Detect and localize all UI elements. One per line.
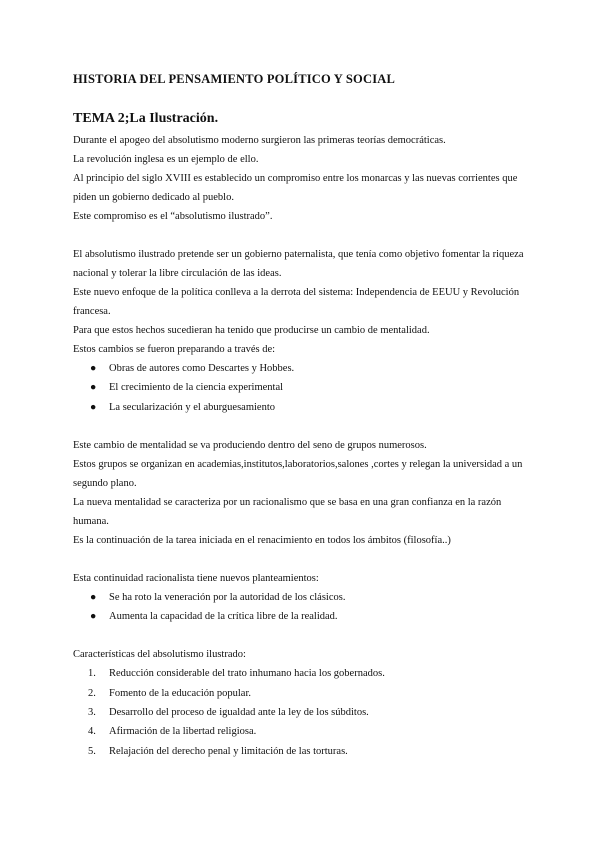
bullet-list <box>73 359 533 417</box>
paragraph: Estos grupos se organizan en academias,institutos,laboratorios,salones ,cortes y relegan la universidad a un segundo plano. <box>73 458 523 489</box>
paragraph: Es la continuación de la tarea iniciada en el renacimiento en todos los ámbitos (filosofía..) <box>73 534 451 546</box>
list-item-text: Afirmación de la libertad religiosa. <box>109 726 257 738</box>
paragraph: Este compromiso es el “absolutismo ilustrado”. <box>73 211 273 222</box>
document-content <box>73 69 533 761</box>
list-item <box>73 398 533 417</box>
list-number: 2. <box>88 687 96 699</box>
spacer <box>73 417 533 436</box>
list-item-text: Relajación del derecho penal y limitación de las torturas. <box>109 745 348 757</box>
list-item-text: El crecimiento de la ciencia experimental <box>109 382 284 394</box>
paragraph: Durante el apogeo del absolutismo moderno surgieron las primeras teorías democráticas. <box>73 135 446 146</box>
bullet-icon: ● <box>90 382 97 394</box>
list-item-text: La secularización y el aburguesamiento <box>109 401 275 413</box>
bullet-list <box>73 588 533 627</box>
bullet-icon: ● <box>90 401 97 413</box>
list-number: 4. <box>88 726 96 738</box>
spacer <box>73 226 533 245</box>
list-number: 5. <box>88 745 96 757</box>
list-item <box>73 607 533 626</box>
list-item-text: Reducción considerable del trato inhumano hacia los gobernados. <box>109 668 385 680</box>
paragraph: Esta continuidad racionalista tiene nuevos planteamientos: <box>73 572 319 584</box>
paragraph: Estos cambios se fueron preparando a través de: <box>73 344 276 355</box>
list-item <box>73 703 533 722</box>
paragraph: Este cambio de mentalidad se va produciendo dentro del seno de grupos numerosos. <box>73 439 427 451</box>
list-item <box>73 684 533 703</box>
paragraph: Al principio del siglo XVIII es establecido un compromiso entre los monarcas y las nuevas corrientes que piden un gobierno dedicado al pueblo. <box>73 173 518 203</box>
paragraph: Para que estos hechos sucedieran ha tenido que producirse un cambio de mentalidad. <box>73 325 430 336</box>
paragraph: El absolutismo ilustrado pretende ser un gobierno paternalista, que tenía como objetivo fomentar la riqueza nacional y tolerar la libre circulación de las ideas. <box>73 249 524 279</box>
paragraph: Este nuevo enfoque de la política conlleva a la derrota del sistema: Independencia de EEUU y Revolución francesa. <box>73 287 520 317</box>
list-number: 1. <box>88 668 96 680</box>
bullet-icon: ● <box>90 591 97 603</box>
list-item-text: Aumenta la capacidad de la crítica libre de la realidad. <box>109 611 338 623</box>
list-item <box>73 588 533 607</box>
list-item-text: Se ha roto la veneración por la autoridad de los clásicos. <box>109 591 346 603</box>
numbered-list <box>73 664 533 760</box>
bullet-icon: ● <box>90 611 97 623</box>
section-title: TEMA 2;La Ilustración. <box>73 111 219 126</box>
list-item <box>73 664 533 683</box>
list-number: 3. <box>88 707 96 719</box>
paragraph: La revolución inglesa es un ejemplo de ello. <box>73 154 259 165</box>
list-item <box>73 742 533 761</box>
paragraph: La nueva mentalidad se caracteriza por un racionalismo que se basa en una gran confianza en la razón humana. <box>73 496 502 527</box>
paragraph: Características del absolutismo ilustrado: <box>73 649 246 661</box>
list-item-text: Obras de autores como Descartes y Hobbes. <box>109 363 295 374</box>
document-title: HISTORIA DEL PENSAMIENTO POLÍTICO Y SOCIAL <box>73 72 396 86</box>
bullet-icon: ● <box>90 363 97 374</box>
list-item <box>73 722 533 741</box>
spacer <box>73 550 533 569</box>
list-item <box>73 378 533 397</box>
list-item-text: Fomento de la educación popular. <box>109 687 252 699</box>
list-item <box>73 359 533 378</box>
list-item-text: Desarrollo del proceso de igualdad ante la ley de los súbditos. <box>109 707 369 719</box>
spacer <box>73 626 533 645</box>
